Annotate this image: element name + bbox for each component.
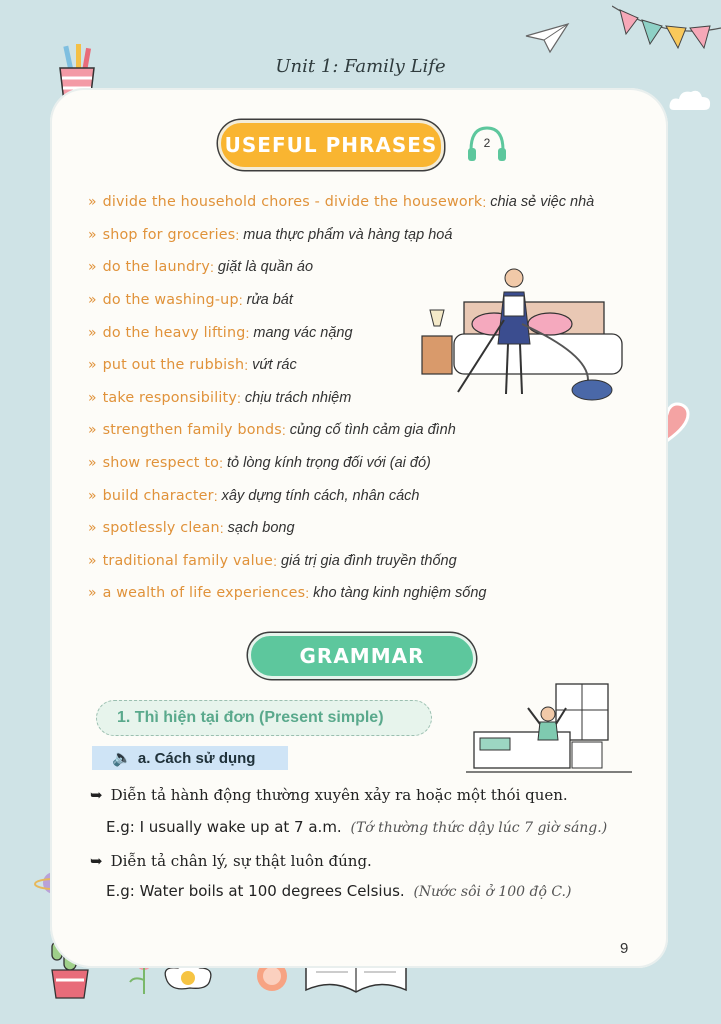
phrase-colon: : <box>213 487 218 504</box>
bullet-icon: » <box>88 194 97 211</box>
phrase-english: strengthen family bonds <box>102 422 282 439</box>
phrase-item <box>88 219 648 252</box>
phrase-english: take responsibility <box>102 389 238 406</box>
bullet-icon: » <box>88 357 97 374</box>
phrase-english: build character <box>102 487 214 504</box>
example-2 <box>106 882 571 900</box>
phrase-item <box>88 186 648 219</box>
subsection-usage <box>92 746 288 770</box>
useful-phrases-banner: USEFUL PHRASES <box>218 120 444 170</box>
phrase-vietnamese: chia sẻ việc nhà <box>490 194 595 211</box>
bullet-icon: » <box>88 226 97 243</box>
bullet-icon: » <box>88 520 97 537</box>
phrase-colon: : <box>238 292 243 309</box>
headphones-audio-icon[interactable] <box>465 122 509 166</box>
phrase-vietnamese: củng cố tình cảm gia đình <box>289 422 456 439</box>
speaker-icon[interactable]: 🔈 <box>112 750 132 767</box>
bullet-icon: » <box>88 455 97 472</box>
bullet-icon: » <box>88 585 97 602</box>
phrase-colon: : <box>245 324 250 341</box>
phrase-colon: : <box>219 455 224 472</box>
example-label: E.g: <box>106 882 135 900</box>
example-translation: (Tớ thường thức dậy lúc 7 giờ sáng.) <box>350 820 608 836</box>
phrase-colon: : <box>281 422 286 439</box>
bullet-icon: » <box>88 487 97 504</box>
phrase-english: do the laundry <box>102 259 211 276</box>
phrase-vietnamese: giá trị gia đình truyền thống <box>280 552 457 569</box>
bullet-icon: » <box>88 552 97 569</box>
phrase-english: divide the household chores - divide the housework <box>102 194 483 211</box>
phrase-english: spotlessly clean <box>102 520 220 537</box>
phrase-english: put out the rubbish <box>102 357 245 374</box>
bullet-icon: » <box>88 324 97 341</box>
phrase-colon: : <box>244 357 249 374</box>
cloud-icon <box>668 88 712 112</box>
phrase-vietnamese: kho tàng kinh nghiệm sống <box>313 585 487 602</box>
subsection-usage-label: a. Cách sử dụng <box>137 749 256 767</box>
example-sentence: Water boils at 100 degrees Celsius. <box>139 882 405 900</box>
bullet-icon: » <box>88 389 97 406</box>
housekeeper-vacuum-illustration <box>418 264 648 404</box>
phrase-vietnamese: tỏ lòng kính trọng đối với (ai đó) <box>227 455 431 472</box>
phrase-colon: : <box>219 520 224 537</box>
phrase-colon: : <box>273 552 277 569</box>
arrow-icon: ➥ <box>90 786 103 804</box>
phrase-colon: : <box>482 194 487 211</box>
example-1 <box>106 818 607 836</box>
usage-rule-text: Diễn tả chân lý, sự thật luôn đúng. <box>110 852 372 870</box>
phrase-colon: : <box>305 585 310 602</box>
girl-waking-up-illustration <box>466 680 632 776</box>
arrow-icon: ➥ <box>90 852 103 870</box>
phrase-english: show respect to <box>102 455 220 472</box>
paper-plane-icon <box>524 22 570 54</box>
phrase-english: do the heavy lifting <box>102 324 246 341</box>
bullet-icon: » <box>88 292 97 309</box>
phrase-english: do the washing-up <box>102 292 239 309</box>
phrase-item <box>88 577 648 610</box>
bullet-icon: » <box>88 259 97 276</box>
phrase-item <box>88 545 648 578</box>
phrase-colon: : <box>237 389 241 406</box>
unit-title: Unit 1: Family Life <box>275 56 446 77</box>
usage-rule-text: Diễn tả hành động thường xuyên xảy ra hoặc một thói quen. <box>110 786 568 804</box>
phrase-vietnamese: xây dựng tính cách, nhân cách <box>221 487 420 504</box>
usage-rule-1 <box>90 786 568 804</box>
phrase-english: shop for groceries <box>102 226 236 243</box>
example-label: E.g: <box>106 818 135 836</box>
phrase-vietnamese: mua thực phẩm và hàng tạp hoá <box>243 226 453 243</box>
example-translation: (Nước sôi ở 100 độ C.) <box>413 884 572 900</box>
phrase-item <box>88 414 648 447</box>
audio-track-number: 2 <box>483 136 491 150</box>
phrase-vietnamese: vứt rác <box>252 357 297 374</box>
phrase-vietnamese: mang vác nặng <box>253 324 353 341</box>
phrase-vietnamese: sạch bong <box>227 520 295 537</box>
example-sentence: I usually wake up at 7 a.m. <box>139 818 342 836</box>
phrase-vietnamese: giặt là quần áo <box>217 259 314 276</box>
phrase-colon: : <box>210 259 214 276</box>
bullet-icon: » <box>88 422 97 439</box>
section-heading-present-simple: 1. Thì hiện tại đơn (Present simple) <box>96 700 432 736</box>
phrase-item <box>88 479 648 512</box>
grammar-banner: GRAMMAR <box>248 633 476 679</box>
phrase-item <box>88 512 648 545</box>
usage-rule-2 <box>90 852 372 870</box>
phrase-english: traditional family value <box>102 552 274 569</box>
page-number: 9 <box>620 940 629 957</box>
phrase-vietnamese: rửa bát <box>246 292 293 309</box>
phrase-english: a wealth of life experiences <box>102 585 306 602</box>
phrase-item <box>88 447 648 480</box>
phrase-colon: : <box>235 226 240 243</box>
bunting-flags-icon <box>612 0 721 60</box>
phrase-vietnamese: chịu trách nhiệm <box>244 389 352 406</box>
